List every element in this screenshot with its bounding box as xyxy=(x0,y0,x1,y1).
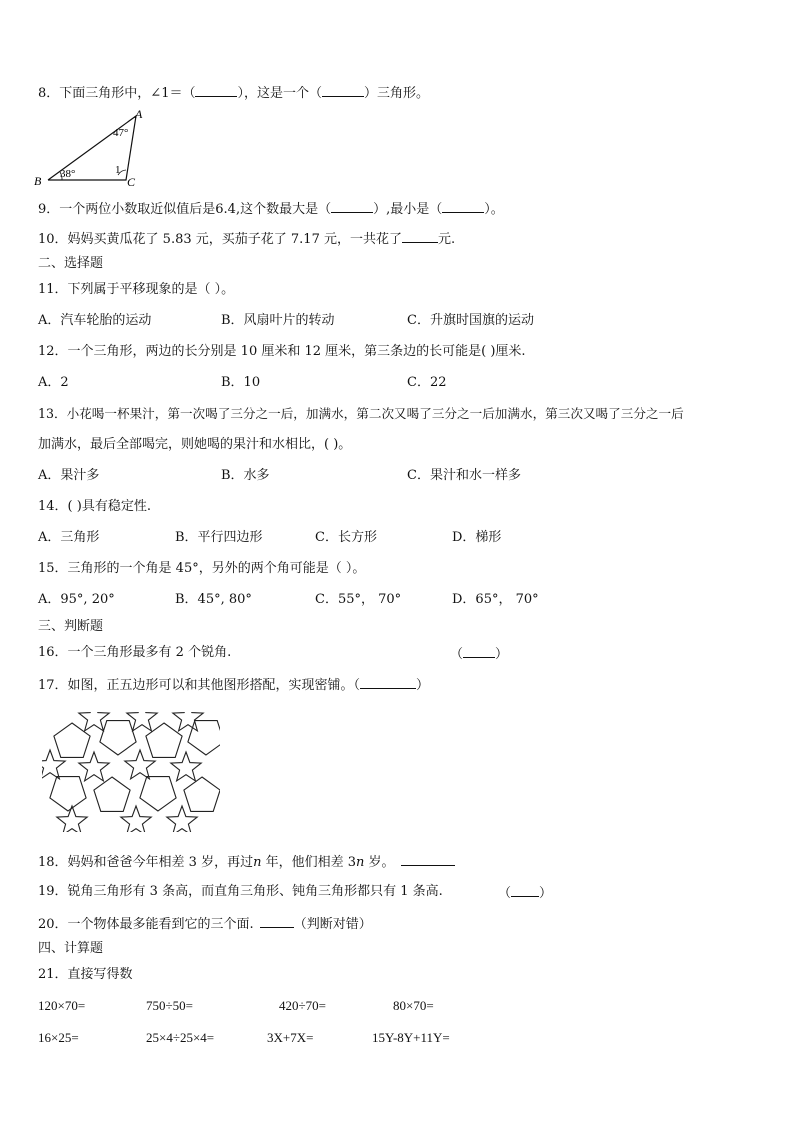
q19-blank[interactable] xyxy=(511,884,539,897)
q16-blank[interactable] xyxy=(463,645,495,658)
q17-blank[interactable] xyxy=(360,676,416,689)
q8-mid: ），这是一个（ xyxy=(237,86,322,101)
q18-variable-n-2: n xyxy=(356,855,365,870)
q12-option-b[interactable]: B．10 xyxy=(221,375,261,390)
q11-option-a[interactable]: A．汽车轮胎的运动 xyxy=(38,313,152,328)
pentagon-shape xyxy=(50,777,86,811)
q13-option-a[interactable]: A．果汁多 xyxy=(38,468,100,483)
calc-item: 750÷50= xyxy=(146,998,193,1013)
q8-angle: ∠1＝（ xyxy=(150,86,196,101)
section-3-heading: 三、判断题 xyxy=(38,619,104,634)
q15-option-d[interactable]: D．65°， 70° xyxy=(452,592,539,607)
question-9 xyxy=(38,200,504,218)
q13-option-b[interactable]: B．水多 xyxy=(221,468,270,483)
q14-option-a[interactable]: A．三角形 xyxy=(38,530,100,545)
q9-prefix: 一个两位小数取近似值后是6.4,这个数最大是（ xyxy=(59,202,332,217)
q16-paren-right: ） xyxy=(495,647,509,662)
q20-blank[interactable] xyxy=(260,915,294,928)
question-16: 16．一个三角形最多有 2 个锐角. xyxy=(38,645,232,660)
pentagon-shape xyxy=(94,777,130,811)
q19-paren-left: （ xyxy=(498,886,512,901)
pentagon-shape xyxy=(54,723,90,757)
star-shape xyxy=(57,806,87,832)
q9-mid: ）,最小是（ xyxy=(373,202,443,217)
q14-option-d[interactable]: D．梯形 xyxy=(452,530,502,545)
calc-item: 16×25= xyxy=(38,1030,79,1045)
q14-option-b[interactable]: B．平行四边形 xyxy=(175,530,263,545)
q18-variable-n: n xyxy=(253,855,262,870)
question-12: 12．一个三角形，两边的长分别是 10 厘米和 12 厘米，第三条边的长可能是( )厘米. xyxy=(38,344,526,359)
q20-post: （判断对错） xyxy=(293,917,372,932)
q17-post: ） xyxy=(416,678,430,693)
q10-number: 10． xyxy=(38,232,68,247)
q18-prefix: 18．妈妈和爸爸今年相差 3 岁，再过 xyxy=(38,855,254,870)
q11-option-b[interactable]: B．风扇叶片的转动 xyxy=(221,313,335,328)
star-shape xyxy=(167,806,197,832)
question-21-title: 21．直接写得数 xyxy=(38,967,133,982)
question-13-line-1: 13．小花喝一杯果汁，第一次喝了三分之一后，加满水，第二次又喝了三分之一后加满水，第三次又喝了三分之一后 xyxy=(38,406,684,421)
q13-option-c[interactable]: C．果汁和水一样多 xyxy=(407,468,521,483)
q10-post: 元. xyxy=(437,232,456,247)
calc-item: 3X+7X= xyxy=(267,1030,314,1045)
q18-blank[interactable] xyxy=(401,853,455,866)
question-13-line-2: 加满水，最后全部喝完，则她喝的果汁和水相比，( )。 xyxy=(38,437,352,452)
star-shape xyxy=(125,750,155,779)
q16-paren-left: （ xyxy=(450,647,464,662)
q10-blank[interactable] xyxy=(402,230,438,243)
section-4-heading: 四、计算题 xyxy=(38,941,104,956)
q8-blank-1[interactable] xyxy=(195,84,237,97)
q10-prefix: 妈妈买黄瓜花了 5.83 元，买茄子花了 7.17 元，一共花了 xyxy=(67,232,402,247)
question-10 xyxy=(38,230,455,248)
question-20 xyxy=(38,915,372,933)
q16-answer-box[interactable] xyxy=(450,645,508,663)
pentagon-shape xyxy=(184,777,220,811)
question-19: 19．锐角三角形有 3 条高，而直角三角形、钝角三角形都只有 1 条高. xyxy=(38,884,443,899)
q20-prefix: 20．一个物体最多能看到它的三个面. xyxy=(38,917,254,932)
q15-option-c[interactable]: C．55°， 70° xyxy=(315,592,402,607)
q9-blank-2[interactable] xyxy=(442,200,484,213)
q17-text: 17．如图，正五边形可以和其他图形搭配，实现密铺。（ xyxy=(38,678,361,693)
star-shape xyxy=(121,806,151,832)
question-18 xyxy=(38,853,455,871)
q9-post: ）。 xyxy=(484,202,504,217)
question-15: 15．三角形的一个角是 45°，另外的两个角可能是（ ）。 xyxy=(38,561,366,576)
q8-prefix: 下面三角形中， xyxy=(59,86,151,101)
calc-item: 15Y-8Y+11Y= xyxy=(372,1030,450,1045)
q19-answer-box[interactable] xyxy=(498,884,552,902)
star-shape xyxy=(173,712,203,731)
angle-1-label: 1 xyxy=(115,164,121,176)
pentagon-shape xyxy=(146,723,182,757)
calc-item: 25×4÷25×4= xyxy=(146,1030,215,1045)
q15-option-a[interactable]: A．95°, 20° xyxy=(38,592,115,607)
q19-paren-right: ） xyxy=(539,886,553,901)
section-2-heading: 二、选择题 xyxy=(38,256,104,271)
star-shape xyxy=(42,750,65,779)
q9-blank-1[interactable] xyxy=(331,200,373,213)
question-8 xyxy=(38,84,429,102)
vertex-b-label: B xyxy=(34,174,42,188)
pentagon-shape xyxy=(140,777,176,811)
vertex-a-label: A xyxy=(135,107,143,121)
q8-number: 8． xyxy=(38,86,60,101)
angle-47-label: 47° xyxy=(113,127,129,139)
calc-item: 80×70= xyxy=(393,998,434,1013)
q18-post: 岁。 xyxy=(364,855,395,870)
triangle-figure xyxy=(34,106,146,188)
calc-item: 420÷70= xyxy=(279,998,326,1013)
q8-blank-2[interactable] xyxy=(322,84,364,97)
q18-mid: 年，他们相差 3 xyxy=(261,855,356,870)
q8-post: ）三角形。 xyxy=(363,86,429,101)
q12-option-c[interactable]: C．22 xyxy=(407,375,447,390)
pentagon-tessellation-figure xyxy=(42,712,220,832)
pentagon-shape xyxy=(100,721,136,755)
pentagon-shape xyxy=(188,721,220,755)
q14-option-c[interactable]: C．长方形 xyxy=(315,530,377,545)
q12-option-a[interactable]: A．2 xyxy=(38,375,69,390)
vertex-c-label: C xyxy=(127,175,136,188)
q9-number: 9． xyxy=(38,202,60,217)
q15-option-b[interactable]: B．45°, 80° xyxy=(175,592,252,607)
q11-option-c[interactable]: C．升旗时国旗的运动 xyxy=(407,313,534,328)
question-17 xyxy=(38,676,429,694)
question-11: 11．下列属于平移现象的是（ ）。 xyxy=(38,282,235,297)
question-14: 14．( )具有稳定性. xyxy=(38,499,151,514)
angle-38-label: 38° xyxy=(60,168,76,180)
calc-item: 120×70= xyxy=(38,998,86,1013)
